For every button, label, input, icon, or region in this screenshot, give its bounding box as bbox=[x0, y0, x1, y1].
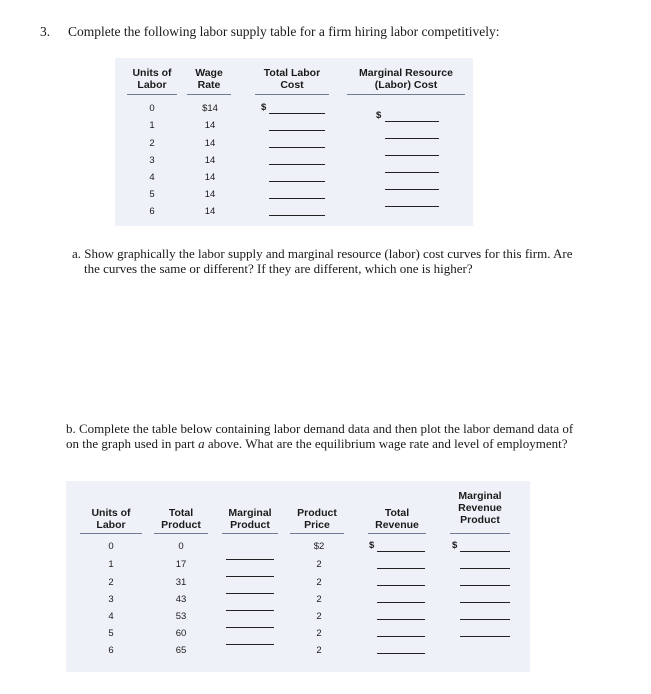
total-product-cell: 65 bbox=[175, 645, 187, 656]
header-divider bbox=[187, 94, 231, 95]
header-divider bbox=[154, 533, 208, 534]
marginal-product-blank[interactable] bbox=[226, 559, 274, 560]
marginal-product-blank[interactable] bbox=[226, 610, 274, 611]
currency-symbol: $ bbox=[261, 102, 267, 113]
part-b-text-2a: on the graph used in part bbox=[66, 436, 199, 451]
mrp-blank[interactable] bbox=[460, 551, 510, 552]
header-divider bbox=[347, 94, 465, 95]
header-line: Product bbox=[460, 514, 500, 526]
units-cell: 1 bbox=[149, 120, 155, 131]
part-b-text-1: b. Complete the table below containing labor demand data and then plot the labor demand data of bbox=[66, 421, 574, 436]
header-line: Wage bbox=[195, 67, 223, 79]
total-revenue-blank[interactable] bbox=[377, 619, 425, 620]
header-divider bbox=[222, 533, 278, 534]
wage-cell: 14 bbox=[204, 155, 216, 166]
total-revenue-blank[interactable] bbox=[377, 602, 425, 603]
part-a-label: a. bbox=[72, 246, 82, 261]
mrp-blank[interactable] bbox=[460, 636, 510, 637]
part-a-text-1: Show graphically the labor supply and marginal resource (labor) cost curves for this firm. Are bbox=[84, 246, 573, 261]
product-price-cell: 2 bbox=[316, 628, 322, 639]
marginal-resource-cost-blank[interactable] bbox=[385, 189, 439, 190]
units-cell: 2 bbox=[108, 577, 114, 588]
marginal-resource-cost-blank[interactable] bbox=[385, 155, 439, 156]
header-marginal-resource-cost bbox=[347, 67, 465, 91]
units-cell: 3 bbox=[108, 594, 114, 605]
header-line: Marginal bbox=[458, 490, 502, 502]
part-b-line-2 bbox=[66, 436, 646, 451]
header-line: Product bbox=[230, 519, 270, 531]
part-a-prompt bbox=[72, 246, 644, 276]
wage-cell: 14 bbox=[204, 120, 216, 131]
total-product-cell: 0 bbox=[178, 541, 184, 552]
header-line: Rate bbox=[197, 79, 221, 91]
wage-cell: 14 bbox=[204, 172, 216, 183]
total-product-cell: 60 bbox=[175, 628, 187, 639]
marginal-product-blank[interactable] bbox=[226, 576, 274, 577]
header-line: Labor bbox=[137, 79, 167, 91]
labor-supply-table bbox=[115, 58, 473, 226]
units-cell: 0 bbox=[149, 103, 155, 114]
header-line: Labor bbox=[96, 519, 126, 531]
header-divider bbox=[255, 94, 329, 95]
header-line: Units of bbox=[132, 67, 172, 79]
product-price-cell: 2 bbox=[316, 577, 322, 588]
question-number: 3. bbox=[40, 24, 51, 39]
header-line: Product bbox=[161, 519, 201, 531]
units-cell: 4 bbox=[149, 172, 155, 183]
header-line: Product bbox=[297, 507, 337, 519]
wage-cell: 14 bbox=[204, 206, 216, 217]
units-cell: 5 bbox=[108, 628, 114, 639]
marginal-resource-cost-blank[interactable] bbox=[385, 172, 439, 173]
product-price-cell: 2 bbox=[316, 594, 322, 605]
currency-symbol: $ bbox=[376, 110, 382, 121]
header-line: Revenue bbox=[458, 502, 502, 514]
question-3-prompt bbox=[40, 24, 500, 40]
part-b-italic-a: a bbox=[198, 436, 205, 451]
units-cell: 4 bbox=[108, 611, 114, 622]
mrp-blank[interactable] bbox=[460, 568, 510, 569]
total-labor-cost-blank[interactable] bbox=[269, 147, 325, 148]
header-marginal-revenue-product bbox=[450, 490, 510, 526]
total-revenue-blank[interactable] bbox=[377, 653, 425, 654]
part-a-line-1 bbox=[72, 246, 644, 261]
product-price-cell: 2 bbox=[316, 611, 322, 622]
wage-cell: 14 bbox=[204, 189, 216, 200]
currency-symbol: $ bbox=[452, 540, 458, 551]
marginal-resource-cost-blank[interactable] bbox=[385, 206, 439, 207]
product-price-cell: 2 bbox=[316, 645, 322, 656]
header-line: Marginal Resource bbox=[359, 67, 453, 79]
marginal-product-blank[interactable] bbox=[226, 627, 274, 628]
header-divider bbox=[368, 533, 426, 534]
currency-symbol: $ bbox=[369, 540, 375, 551]
units-cell: 3 bbox=[149, 155, 155, 166]
total-revenue-blank[interactable] bbox=[377, 636, 425, 637]
mrp-blank[interactable] bbox=[460, 619, 510, 620]
total-product-cell: 31 bbox=[175, 577, 187, 588]
header-divider bbox=[290, 533, 344, 534]
units-cell: 6 bbox=[108, 645, 114, 656]
product-price-cell: $2 bbox=[313, 541, 325, 552]
units-cell: 6 bbox=[149, 206, 155, 217]
header-total-revenue bbox=[368, 507, 426, 531]
header-line: Units of bbox=[91, 507, 131, 519]
header-divider bbox=[80, 533, 142, 534]
total-labor-cost-blank[interactable] bbox=[269, 164, 325, 165]
part-a-text-2: the curves the same or different? If they are different, which one is higher? bbox=[84, 261, 473, 276]
header-line: Total bbox=[168, 507, 194, 519]
total-labor-cost-blank[interactable] bbox=[269, 215, 325, 216]
marginal-product-blank[interactable] bbox=[226, 593, 274, 594]
mrp-blank[interactable] bbox=[460, 585, 510, 586]
total-revenue-blank[interactable] bbox=[377, 551, 425, 552]
total-labor-cost-blank[interactable] bbox=[269, 181, 325, 182]
total-labor-cost-blank[interactable] bbox=[269, 130, 325, 131]
total-revenue-blank[interactable] bbox=[377, 568, 425, 569]
total-revenue-blank[interactable] bbox=[377, 585, 425, 586]
header-divider bbox=[127, 94, 177, 95]
mrp-blank[interactable] bbox=[460, 602, 510, 603]
header-divider bbox=[450, 533, 510, 534]
header-total-product bbox=[154, 507, 208, 531]
total-product-cell: 17 bbox=[175, 559, 187, 570]
wage-cell: 14 bbox=[204, 138, 216, 149]
header-line: Revenue bbox=[375, 519, 419, 531]
wage-cell: $14 bbox=[202, 103, 218, 114]
marginal-product-blank[interactable] bbox=[226, 644, 274, 645]
header-marginal-product bbox=[222, 507, 278, 531]
header-units-of-labor bbox=[127, 67, 177, 91]
part-b-text-2b: above. What are the equilibrium wage rate and level of employment? bbox=[204, 436, 568, 451]
labor-demand-table bbox=[66, 481, 530, 672]
total-product-cell: 53 bbox=[175, 611, 187, 622]
header-product-price bbox=[290, 507, 344, 531]
header-wage-rate bbox=[187, 67, 231, 91]
header-line: Marginal bbox=[228, 507, 272, 519]
total-product-cell: 43 bbox=[175, 594, 187, 605]
total-labor-cost-blank[interactable] bbox=[269, 198, 325, 199]
units-cell: 0 bbox=[108, 541, 114, 552]
total-labor-cost-blank[interactable] bbox=[269, 113, 325, 114]
header-line: Total Labor bbox=[263, 67, 321, 79]
header-total-labor-cost bbox=[255, 67, 329, 91]
product-price-cell: 2 bbox=[316, 559, 322, 570]
question-text: Complete the following labor supply table for a firm hiring labor competitively: bbox=[68, 24, 500, 39]
header-line: Price bbox=[304, 519, 330, 531]
units-cell: 2 bbox=[149, 138, 155, 149]
header-units-of-labor bbox=[80, 507, 142, 531]
header-line: Cost bbox=[280, 79, 304, 91]
header-line: Total bbox=[384, 507, 410, 519]
header-line: (Labor) Cost bbox=[374, 79, 438, 91]
marginal-resource-cost-blank[interactable] bbox=[385, 121, 439, 122]
marginal-resource-cost-blank[interactable] bbox=[385, 138, 439, 139]
units-cell: 5 bbox=[149, 189, 155, 200]
part-b-prompt bbox=[66, 421, 646, 451]
units-cell: 1 bbox=[108, 559, 114, 570]
